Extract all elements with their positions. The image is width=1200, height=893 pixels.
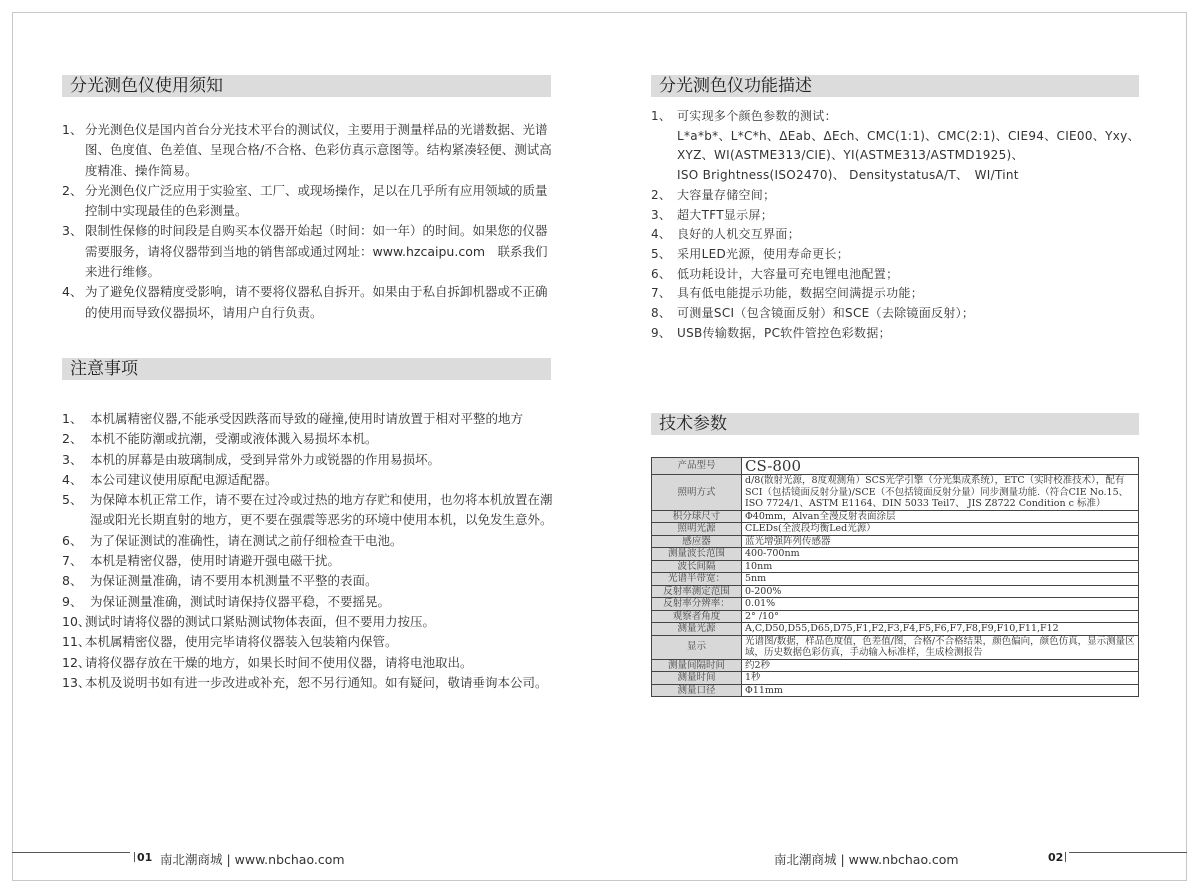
- spec-row: [652, 510, 1139, 523]
- spec-row: [652, 672, 1139, 685]
- list-item: 5、 为保障本机正常工作，请不要在过冷或过热的地方存贮和使用，也勿将本机放置在潮湿或阳光长期直射的地方，更不要在强震等恶劣的环境中使用本机，以免发生意外。: [62, 492, 553, 528]
- spec-row: [652, 560, 1139, 573]
- list-item: 4、 为了避免仪器精度受影响，请不要将仪器私自拆开。如果由于私自拆卸机器或不正确的使用而导致仪器损坏，请用户自行负责。: [62, 284, 548, 320]
- footer-divider: [1065, 852, 1066, 862]
- list-item: 8、 可测量SCI（包含镜面反射）和SCE（去除镜面反射）；: [651, 306, 975, 321]
- list-item: ISO Brightness(ISO2470)、 DensitystatusA/T、 WI/Tint: [677, 168, 1019, 183]
- list-item: 10、 测试时请将仪器的测试口紧贴测试物体表面，但不要用力按压。: [62, 613, 436, 629]
- list-item: 3、 超大TFT显示屏；: [651, 207, 774, 222]
- spec-row: [652, 458, 1139, 475]
- spec-row: [652, 475, 1139, 511]
- spec-value: 约2秒: [742, 659, 1139, 672]
- footer-rule-right: [1069, 852, 1187, 853]
- spec-value: CLEDs(全波段均衡Led光源）: [742, 523, 1139, 536]
- list-item: 3、 本机的屏幕是由玻璃制成，受到异常外力或锐器的作用易损坏。: [62, 451, 441, 467]
- list-item: 4、 良好的人机交互界面；: [651, 227, 801, 242]
- spec-row: [652, 610, 1139, 623]
- spec-row: [652, 659, 1139, 672]
- precautions-list: [62, 409, 554, 693]
- list-item: 1、 可实现多个颜色参数的测试：: [651, 109, 837, 123]
- section-header-usage-notice: [62, 75, 551, 97]
- list-item: 3、 限制性保修的时间段是自购买本仪器开始起（时间：如一年）的时间。如果您的仪器需要服务，请将仪器带到当地的销售部或通过网址：www.hzcaipu.com 联系我们来进行维修。: [62, 223, 548, 280]
- spec-value: 1秒: [742, 672, 1139, 685]
- section-header-tech-specs: [651, 413, 1139, 435]
- list-item: 13、 本机及说明书如有进一步改进或补充，恕不另行通知。如有疑问，敬请垂询本公司。: [62, 674, 548, 690]
- list-item: 8、 为保证测量准确，请不要用本机测量不平整的表面。: [62, 573, 378, 589]
- footer-divider: [134, 852, 135, 862]
- list-item: 9、 为保证测量准确，测试时请保持仪器平稳，不要摇晃。: [62, 593, 391, 609]
- spec-label: 光谱半带宽：: [652, 573, 742, 586]
- list-item: 12、 请将仪器存放在干燥的地方，如果长时间不使用仪器，请将电池取出。: [62, 654, 473, 670]
- spec-label: 测量光源: [652, 623, 742, 636]
- section-title: 分光测色仪功能描述: [659, 76, 812, 96]
- spec-label: 反射率测定范围: [652, 585, 742, 598]
- list-item: 1、 本机属精密仪器,不能承受因跌落而导致的碰撞,使用时请放置于相对平整的地方: [62, 411, 523, 426]
- footer-site-left: 南北潮商城 | www.nbchao.com: [160, 852, 345, 867]
- spec-label: 测量时间: [652, 672, 742, 685]
- spec-value: 0.01%: [742, 598, 1139, 611]
- list-item: 6、 为了保证测试的准确性，请在测试之前仔细检查干电池。: [62, 532, 403, 548]
- section-header-precautions: [62, 358, 551, 380]
- section-title: 技术参数: [659, 414, 727, 434]
- page-number-left: 01: [137, 851, 153, 864]
- list-item: 5、 采用LED光源，使用寿命更长；: [651, 246, 850, 261]
- section-title: 注意事项: [70, 359, 138, 379]
- spec-row: [652, 684, 1139, 697]
- section-header-features: [651, 75, 1139, 97]
- footer-rule-left: [12, 852, 130, 853]
- spec-row: [652, 523, 1139, 536]
- spec-value: Φ40mm，Alvan全漫反射表面涂层: [742, 510, 1139, 523]
- list-item: 7、 本机是精密仪器，使用时请避开强电磁干扰。: [62, 553, 341, 569]
- spec-value: 400-700nm: [742, 548, 1139, 561]
- spec-label: 显示: [652, 635, 742, 659]
- spec-label: 照明光源: [652, 523, 742, 536]
- spec-label: 波长间隔: [652, 560, 742, 573]
- usage-notice-list: [62, 120, 554, 323]
- spec-table: [651, 457, 1139, 697]
- list-item: 11、 本机属精密仪器，使用完毕请将仪器装入包装箱内保管。: [62, 634, 398, 650]
- spec-value: A,C,D50,D55,D65,D75,F1,F2,F3,F4,F5,F6,F7,F8,F9,F10,F11,F12: [742, 623, 1139, 636]
- spec-value: 蓝光增强阵列传感器: [742, 535, 1139, 548]
- list-item: 2、 本机不能防潮或抗潮，受潮或液体溅入易损坏本机。: [62, 431, 378, 447]
- spec-value: d/8(散射光源，8度观测角）SCS光学引擎（分光集成系统），ETC（实时校准技术），配有 SCI（包括镜面反射分量)/SCE（不包括镜面反射分量）同步测量功能.（符合CIE No.15、ISO 7724/1、ASTM E1164、DIN 5033 Teil7、 JIS Z8722 Condition c 标准）: [742, 475, 1139, 511]
- spec-row: [652, 548, 1139, 561]
- features-list: [651, 107, 1141, 343]
- spec-label: 反射率分辨率：: [652, 598, 742, 611]
- footer-site-right: 南北潮商城 | www.nbchao.com: [774, 852, 959, 867]
- list-item: 2、 分光测色仪广泛应用于实验室、工厂、或现场操作，足以在几乎所有应用领域的质量控制中实现最佳的色彩测量。: [62, 182, 548, 219]
- page-number-right: 02: [1048, 851, 1064, 864]
- list-item: 1、 分光测色仪是国内首台分光技术平台的测试仪，主要用于测量样品的光谱数据、光谱图、色度值、色差值、呈现合格/不合格、色彩仿真示意图等。结构紧凑轻便、测试高度精准、操作简易。: [62, 122, 552, 178]
- spec-row: [652, 598, 1139, 611]
- spec-row: [652, 535, 1139, 548]
- list-item: L*a*b*、L*C*h、ΔEab、ΔEch、CMC(1:1)、CMC(2:1)、CIE94、CIE00、Yxy、XYZ、WI(ASTME313/CIE)、YI(ASTME313/ASTMD1925)、: [677, 128, 1140, 163]
- list-item: 4、 本公司建议使用原配电源适配器。: [62, 471, 278, 487]
- spec-row: [652, 585, 1139, 598]
- spec-label: 积分球尺寸: [652, 510, 742, 523]
- spec-row: [652, 573, 1139, 586]
- spec-row: [652, 635, 1139, 659]
- list-item: 6、 低功耗设计，大容量可充电锂电池配置；: [651, 266, 899, 281]
- spec-label: 测量口径: [652, 684, 742, 697]
- spec-value: 2° /10°: [742, 610, 1139, 623]
- spec-label: 照明方式: [652, 475, 742, 511]
- list-item: 2、 大容量存储空间；: [651, 187, 776, 202]
- spec-label: 测量波长范围: [652, 548, 742, 561]
- spec-value: 5nm: [742, 573, 1139, 586]
- spec-value: 光谱图/数据，样品色度值，色差值/图，合格/不合格结果，颜色偏向，颜色仿真，显示测量区域，历史数据色彩仿真，手动输入标准样，生成检测报告: [742, 635, 1139, 659]
- spec-label: 感应器: [652, 535, 742, 548]
- spec-value: CS-800: [742, 458, 1139, 475]
- spec-row: [652, 623, 1139, 636]
- spec-value: 0-200%: [742, 585, 1139, 598]
- list-item: 9、 USB传输数据，PC软件管控色彩数据；: [651, 325, 891, 340]
- spec-label: 观察者角度: [652, 610, 742, 623]
- spec-label: 测量间隔时间: [652, 659, 742, 672]
- spec-value: Φ11mm: [742, 684, 1139, 697]
- section-title: 分光测色仪使用须知: [70, 76, 223, 96]
- spec-label: 产品型号: [652, 458, 742, 475]
- spec-value: 10nm: [742, 560, 1139, 573]
- list-item: 7、 具有低电能提示功能，数据空间满提示功能；: [651, 286, 924, 301]
